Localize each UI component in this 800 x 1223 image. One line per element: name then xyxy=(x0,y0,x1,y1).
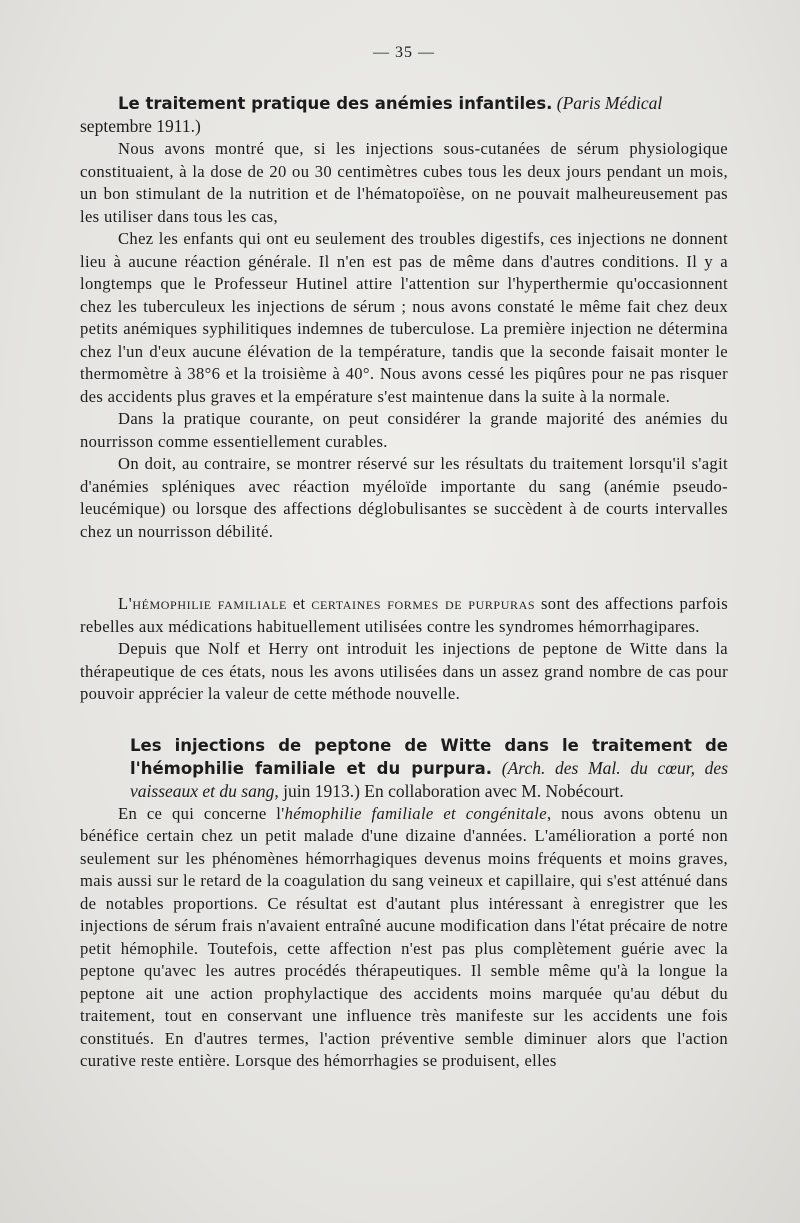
paragraph: Nous avons montré que, si les injections sous-cutanées de sérum physiologique constituaient, à la dose de 20 ou 30 centimètres cubes tous les deux jours pendant un mois, un bon stimulant de la nutrition et de l'hématopoïèse, on ne pouvait malheureusement pas les utiliser dans tous les cas, xyxy=(80,139,728,226)
article-reference-date: septembre 1911.) xyxy=(80,116,201,136)
article-reference: (Paris Médical xyxy=(556,93,663,113)
paragraph: Dans la pratique courante, on peut considérer la grande majorité des anémies du nourrisson comme essentiellement curables. xyxy=(80,409,728,451)
smallcaps-term: certaines formes de purpuras xyxy=(311,594,536,613)
paragraph: Chez les enfants qui ont eu seulement des troubles digestifs, ces injections ne donnent lieu à aucune réaction générale. Il n'en est pas de même dans d'autres conditions. Il y a longtemps que le Professeur Hutinel attire l'attention sur l'hyperthermie qu'occasionnent chez les tuberculeux les injections de sérum ; nous avons constaté le même fait chez deux petits anémiques syphilitiques indemnes de tuberculose. La première injection ne détermina chez l'un d'eux aucune élévation de la température, tandis que la seconde faisait monter le thermomètre à 38°6 et la troisième à 40°. Nous avons cessé les piqûres pour ne pas risquer des accidents plus graves et la empérature s'est maintenue dans la suite à la normale. xyxy=(80,229,728,406)
smallcaps-term: L'hémophilie familiale xyxy=(118,594,287,613)
paragraph: Depuis que Nolf et Herry ont introduit les injections de peptone de Witte dans la thérapeutique de ces états, nous les avons utilisées dans un assez grand nombre de cas pour pouvoir apprécier la valeur de cette méthode nouvelle. xyxy=(80,639,728,703)
article-title: Le traitement pratique des anémies infantiles. xyxy=(118,94,553,113)
article-reference-rest: juin 1913.) En collaboration avec M. Nobécourt. xyxy=(278,780,624,801)
intro-paragraph: L'hémophilie familiale et certaines formes de purpuras sont des affections parfois rebelles aux médications habituellement utilisées contre les syndromes hémorrhagipares. xyxy=(80,594,728,636)
page-number: — 35 — xyxy=(373,44,435,61)
article-heading-anemies xyxy=(80,92,728,138)
paragraph: On doit, au contraire, se montrer réservé sur les résultats du traitement lorsqu'il s'agit d'anémies spléniques avec réaction myéloïde importante du sang (anémie pseudo-leucémique) ou lorsque des affections déglobulisantes se succèdent à de courts intervalles chez un nourrisson débilité. xyxy=(80,454,728,541)
paragraph: En ce qui concerne l'hémophilie familiale et congénitale, nous avons obtenu un bénéfice certain chez un petit malade d'une dizaine d'années. L'amélioration a porté non seulement sur les phénomènes hémorrhagiques devenus moins fréquents et moins graves, mais aussi sur le retard de la coagulation du sang veineux et capillaire, qui s'est atténué dans de notables proportions. Ce résultat est d'autant plus intéressant à enregistrer que les injections de sérum frais n'avaient entraîné aucune modification dans l'état précaire de notre petit hémophile. Toutefois, cette affection n'est pas plus complètement guérie avec la peptone qu'avec les autres procédés thérapeutiques. Il semble même qu'à la longue la peptone ait une action prophylactique des accidents moins marquée qu'au début du traitement, tout en conservant une influence très manifeste sur les accidents une fois constitués. En d'autres termes, l'action préventive semble diminuer alors que l'action curative reste entière. Lorsque des hémorrhagies se produisent, elles xyxy=(80,803,728,1070)
article-reference: (Arch. des Mal. du cœur, des vaisseaux et du sang, xyxy=(130,757,728,801)
italic-term: hémophilie familiale et congénitale xyxy=(284,803,547,823)
article-heading-peptone xyxy=(80,734,728,803)
article-title: Les injections de peptone de Witte dans le traitement de l'hémophilie familiale et du purpura. xyxy=(130,735,728,778)
